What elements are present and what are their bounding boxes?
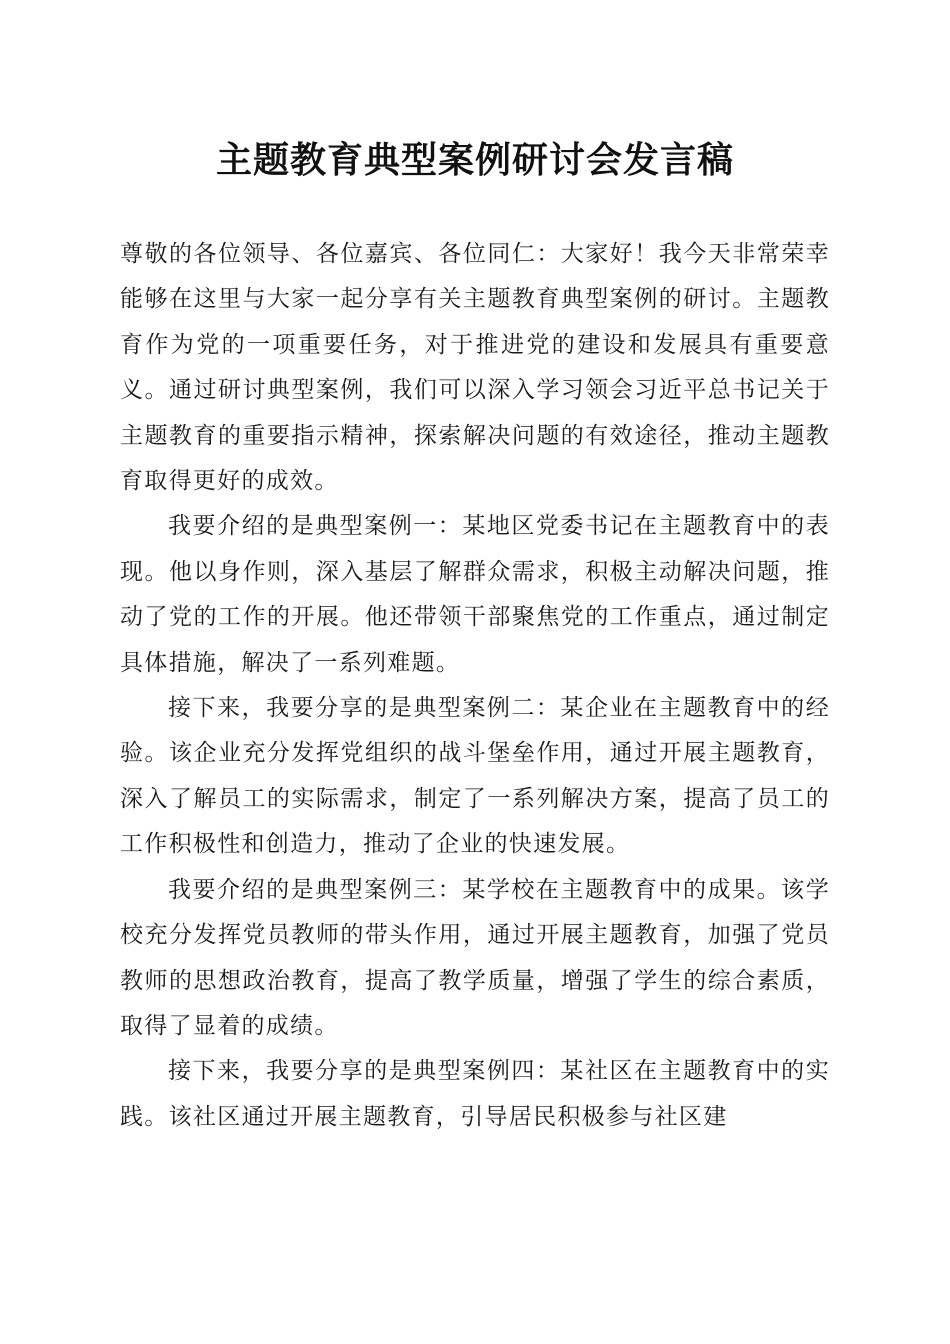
paragraph-case-two: 接下来，我要分享的是典型案例二：某企业在主题教育中的经验。该企业充分发挥党组织的战斗堡垒作用，通过开展主题教育，深入了解员工的实际需求，制定了一系列解决方案，提高了员工的工作积极性和创造力，推动了企业的快速发展。 xyxy=(120,695,830,858)
paragraph-greeting: 尊敬的各位领导、各位嘉宾、各位同仁：大家好！我今天非常荣幸能够在这里与大家一起分享有关主题教育典型案例的研讨。主题教育作为党的一项重要任务，对于推进党的建设和发展具有重要意义。通过研讨典型案例，我们可以深入学习领会习近平总书记关于主题教育的重要指示精神，探索解决问题的有效途径，推动主题教育取得更好的成效。 xyxy=(120,241,830,495)
paragraph-case-three: 我要介绍的是典型案例三：某学校在主题教育中的成果。该学校充分发挥党员教师的带头作用，通过开展主题教育，加强了党员教师的思想政治教育，提高了教学质量，增强了学生的综合素质，取得了显着的成绩。 xyxy=(120,876,830,1039)
document-body xyxy=(120,232,830,1140)
paragraph-case-one: 我要介绍的是典型案例一：某地区党委书记在主题教育中的表现。他以身作则，深入基层了解群众需求，积极主动解决问题，推动了党的工作的开展。他还带领干部聚焦党的工作重点，通过制定具体措施，解决了一系列难题。 xyxy=(120,513,830,676)
document-title: 主题教育典型案例研讨会发言稿 xyxy=(215,139,734,181)
paragraph-case-four: 接下来，我要分享的是典型案例四：某社区在主题教育中的实践。该社区通过开展主题教育，引导居民积极参与社区建 xyxy=(120,1058,830,1130)
